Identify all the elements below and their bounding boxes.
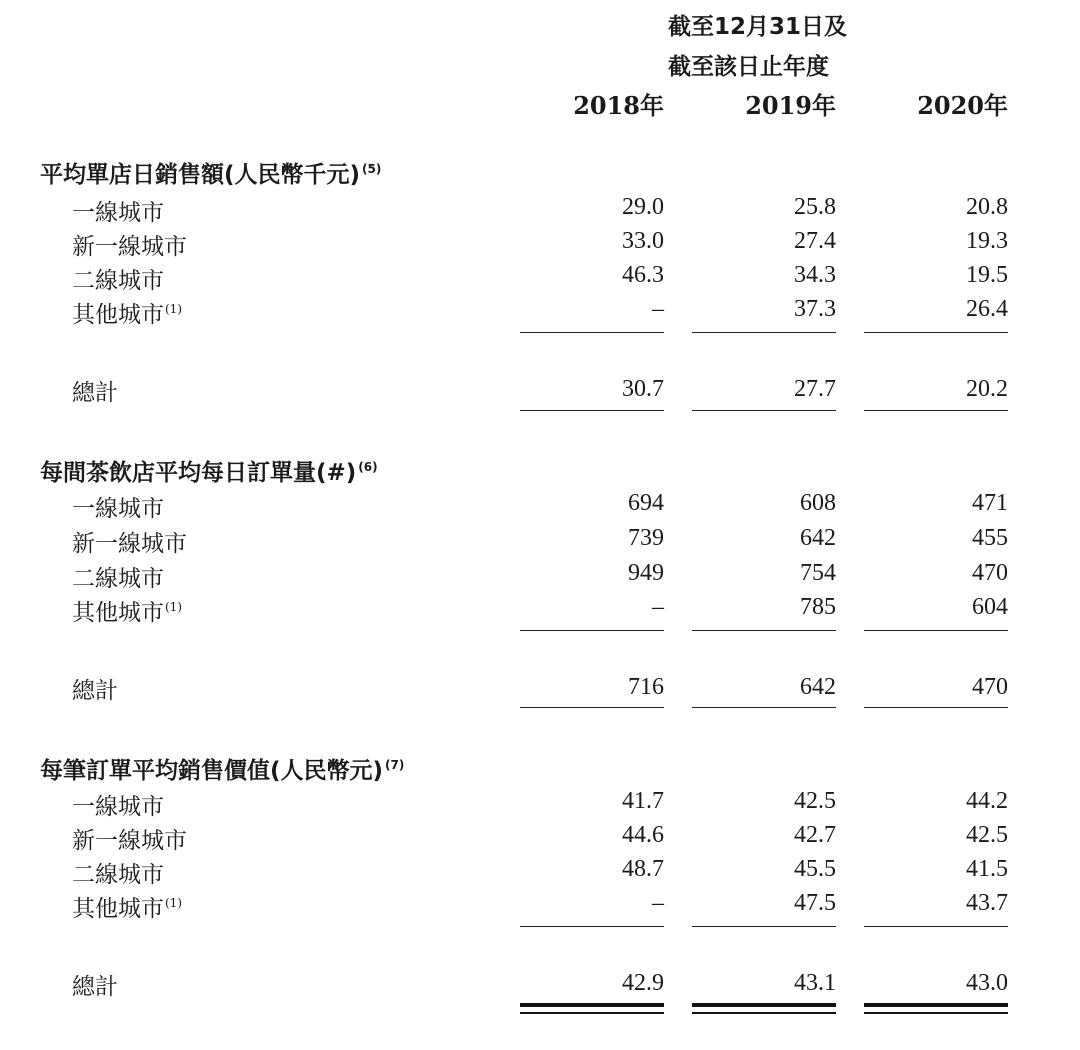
table-cell: 642 (800, 525, 836, 551)
row-label: 新一線城市 (72, 828, 187, 854)
row-label: 一線城市 (72, 496, 164, 522)
year-header-2019: 2019年 (745, 91, 836, 120)
table-cell: – (652, 594, 664, 620)
subtotal-rule (864, 630, 1008, 631)
footnote-marker: (5) (362, 162, 382, 177)
total-rule (864, 410, 1008, 411)
grand-total-double-rule (692, 1012, 836, 1014)
table-cell: 42.5 (794, 788, 836, 814)
total-label: 總計 (72, 974, 118, 1000)
total-rule (520, 707, 664, 708)
table-cell: 42.7 (794, 822, 836, 848)
table-cell: 608 (800, 490, 836, 516)
table-cell: – (652, 890, 664, 916)
table-cell: 44.2 (966, 788, 1008, 814)
grand-total-double-rule (520, 1003, 664, 1007)
footnote-marker: (7) (385, 758, 405, 773)
subtotal-rule (864, 926, 1008, 927)
table-cell: 25.8 (794, 194, 836, 220)
table-cell: 19.5 (966, 262, 1008, 288)
table-cell: 455 (972, 525, 1008, 551)
section-title: 每筆訂單平均銷售價值(人民幣元) $^{(7)}$ (40, 758, 405, 784)
subtotal-rule (692, 332, 836, 333)
table-cell: 20.8 (966, 194, 1008, 220)
total-cell: 43.0 (966, 970, 1008, 996)
total-rule (692, 707, 836, 708)
table-cell: 694 (628, 490, 664, 516)
period-header-line1: 截至12月31日及 (668, 14, 848, 40)
year-header-2020: 2020年 (917, 91, 1008, 120)
table-cell: 785 (800, 594, 836, 620)
total-cell: 716 (628, 674, 664, 700)
total-cell: 470 (972, 674, 1008, 700)
total-label: 總計 (72, 380, 118, 406)
footnote-marker: (6) (358, 460, 378, 475)
total-cell: 43.1 (794, 970, 836, 996)
table-cell: 41.7 (622, 788, 664, 814)
footnote-marker: (1) (165, 600, 182, 615)
table-cell: 470 (972, 560, 1008, 586)
row-label: 其他城市$^{(1)}$ (72, 302, 182, 328)
row-label: 新一線城市 (72, 234, 187, 260)
table-cell: 604 (972, 594, 1008, 620)
subtotal-rule (520, 926, 664, 927)
row-label: 新一線城市 (72, 531, 187, 557)
table-cell: 754 (800, 560, 836, 586)
row-label: 二線城市 (72, 268, 164, 294)
table-cell: 29.0 (622, 194, 664, 220)
table-cell: 43.7 (966, 890, 1008, 916)
total-rule (692, 410, 836, 411)
table-cell: 33.0 (622, 228, 664, 254)
table-cell: 34.3 (794, 262, 836, 288)
grand-total-double-rule (692, 1003, 836, 1007)
total-rule (520, 410, 664, 411)
total-cell: 42.9 (622, 970, 664, 996)
section-title: 平均單店日銷售額(人民幣千元) $^{(5)}$ (40, 162, 382, 188)
grand-total-double-rule (864, 1003, 1008, 1007)
table-cell: 949 (628, 560, 664, 586)
table-cell: 19.3 (966, 228, 1008, 254)
row-label: 二線城市 (72, 862, 164, 888)
table-cell: 47.5 (794, 890, 836, 916)
row-label: 一線城市 (72, 794, 164, 820)
row-label: 其他城市$^{(1)}$ (72, 600, 182, 626)
table-cell: 27.4 (794, 228, 836, 254)
table-cell: 41.5 (966, 856, 1008, 882)
table-cell: 37.3 (794, 296, 836, 322)
table-cell: 45.5 (794, 856, 836, 882)
period-header-line2: 截至該日止年度 (668, 54, 829, 80)
total-rule (864, 707, 1008, 708)
footnote-marker: (1) (165, 896, 182, 911)
total-cell: 642 (800, 674, 836, 700)
grand-total-double-rule (864, 1012, 1008, 1014)
table-cell: 739 (628, 525, 664, 551)
table-cell: 26.4 (966, 296, 1008, 322)
year-header-2018: 2018年 (573, 91, 664, 120)
table-cell: 42.5 (966, 822, 1008, 848)
table-cell: – (652, 296, 664, 322)
subtotal-rule (692, 926, 836, 927)
subtotal-rule (864, 332, 1008, 333)
row-label: 二線城市 (72, 566, 164, 592)
footnote-marker: (1) (165, 302, 182, 317)
subtotal-rule (520, 332, 664, 333)
grand-total-double-rule (520, 1012, 664, 1014)
row-label: 一線城市 (72, 200, 164, 226)
subtotal-rule (520, 630, 664, 631)
section-title: 每間茶飲店平均每日訂單量(#) $^{(6)}$ (40, 460, 378, 486)
total-label: 總計 (72, 678, 118, 704)
total-cell: 27.7 (794, 376, 836, 402)
table-cell: 44.6 (622, 822, 664, 848)
row-label: 其他城市$^{(1)}$ (72, 896, 182, 922)
table-cell: 46.3 (622, 262, 664, 288)
table-cell: 48.7 (622, 856, 664, 882)
total-cell: 30.7 (622, 376, 664, 402)
total-cell: 20.2 (966, 376, 1008, 402)
table-cell: 471 (972, 490, 1008, 516)
subtotal-rule (692, 630, 836, 631)
